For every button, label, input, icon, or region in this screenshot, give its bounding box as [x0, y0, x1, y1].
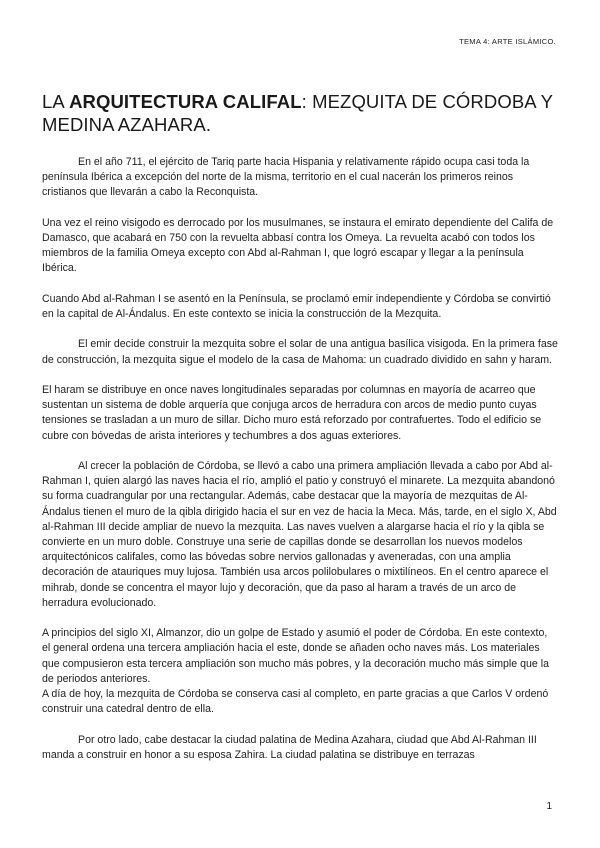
title-prefix: LA — [42, 91, 70, 112]
paragraph-almanzor: A principios del siglo XI, Almanzor, dio un golpe de Estado y asumió el poder de Córdoba. En este contexto, el general ordena una tercera ampliación hacia el este, donde se añaden ocho naves más. Los materiales que compusieron esta tercera ampliación son mucho más pobres, y la decoración mucho más simple que la de periodos anteriores. — [42, 627, 549, 685]
body-text — [42, 155, 558, 778]
paragraph-first-phase: El emir decide construir la mezquita sobre el solar de una antigua basílica visigoda. En la primera fase de construcción, la mezquita sigue el modelo de la casa de Mahoma: un cuadrado dividido en sahn y haram. — [42, 338, 558, 366]
page-number: 1 — [546, 801, 552, 812]
running-header: TEMA 4: ARTE ISLÁMICO. — [459, 37, 556, 46]
paragraph-medina-azahara: Por otro lado, cabe destacar la ciudad palatina de Medina Azahara, ciudad que Abd Al-Rahman III manda a construir en honor a su esposa Zahira. La ciudad palatina se distribuye en terrazas — [42, 733, 537, 761]
paragraph-expansions: Al crecer la población de Córdoba, se llevó a cabo una primera ampliación llevada a cabo por Abd al-Rahman I, quien alargó las naves hacia el río, amplió el patio y construyó el minarete. La mezquita abandonó su forma cuadrangular por una rectangular. Además, cabe destacar que la mayoría de mezquitas de Al-Ándalus tienen el muro de la qibla dirigido hacia el sur en vez de hacia la Meca. Más, tarde, en el siglo X, Abd al-Rahman III decide ampliar de nuevo la mezquita. Las naves vuelven a alargarse hacia el río y la qibla se convierte en un muro doble. Construye una serie de capillas donde se desarrollan los nuevos modelos arquitectónicos califales, como las bóvedas sobre nervios gallonadas y aveneradas, con una amplia decoración de atauriques muy lujosa. También usa arcos polilobulares o mixtilíneos. En el centro aparece el mihrab, donde se concentra el mayor lujo y decoración, que da paso al haram a través de un arco de herradura evolucionado. — [42, 459, 557, 609]
title-bold: ARQUITECTURA CALIFAL — [69, 91, 302, 112]
paragraph-abd-al-rahman: Cuando Abd al-Rahman I se asentó en la Península, se proclamó emir independiente y Córdoba se convirtió en la capital de Al-Ándalus. En este contexto se inicia la construcción de la Mezquita. — [42, 292, 551, 320]
title-rest: : MEZQUITA DE CÓRDOBA Y MEDINA AZAHARA. — [42, 91, 553, 135]
paragraph-haram: El haram se distribuye en once naves longitudinales separadas por columnas en mayoría de acarreo que sustentan un sistema de doble arquería que conjuga arcos de herradura con arcos de medio punto cuyas tensiones se trasladan a un muro de sillar. Dicho muro está reforzado por contrafuertes. Todo el edificio se cubre con bóvedas de arista interiores y techumbres a dos aguas exteriores. — [42, 383, 542, 442]
paragraph-emirate: Una vez el reino visigodo es derrocado por los musulmanes, se instaura el emirato dependiente del Califa de Damasco, que acabará en 750 con la revuelta abbasí contra los Omeya. La revuelta acabó con todos los miembros de la familia Omeya excepto con Abd al-Rahman I, que logró escapar y llegar a la península Ibérica. — [42, 216, 554, 275]
page-title — [42, 90, 562, 136]
paragraph-intro: En el año 711, el ejército de Tariq parte hacia Hispania y relativamente rápido ocupa casi toda la península Ibérica a excepción del norte de la misma, territorio en el cual nacerán los primeros reinos cristianos que llevarán a cabo la Reconquista. — [42, 156, 530, 199]
paragraph-today: A día de hoy, la mezquita de Córdoba se conserva casi al completo, en parte gracias a que Carlos V ordenó construir una catedral dentro de ella. — [42, 688, 549, 716]
